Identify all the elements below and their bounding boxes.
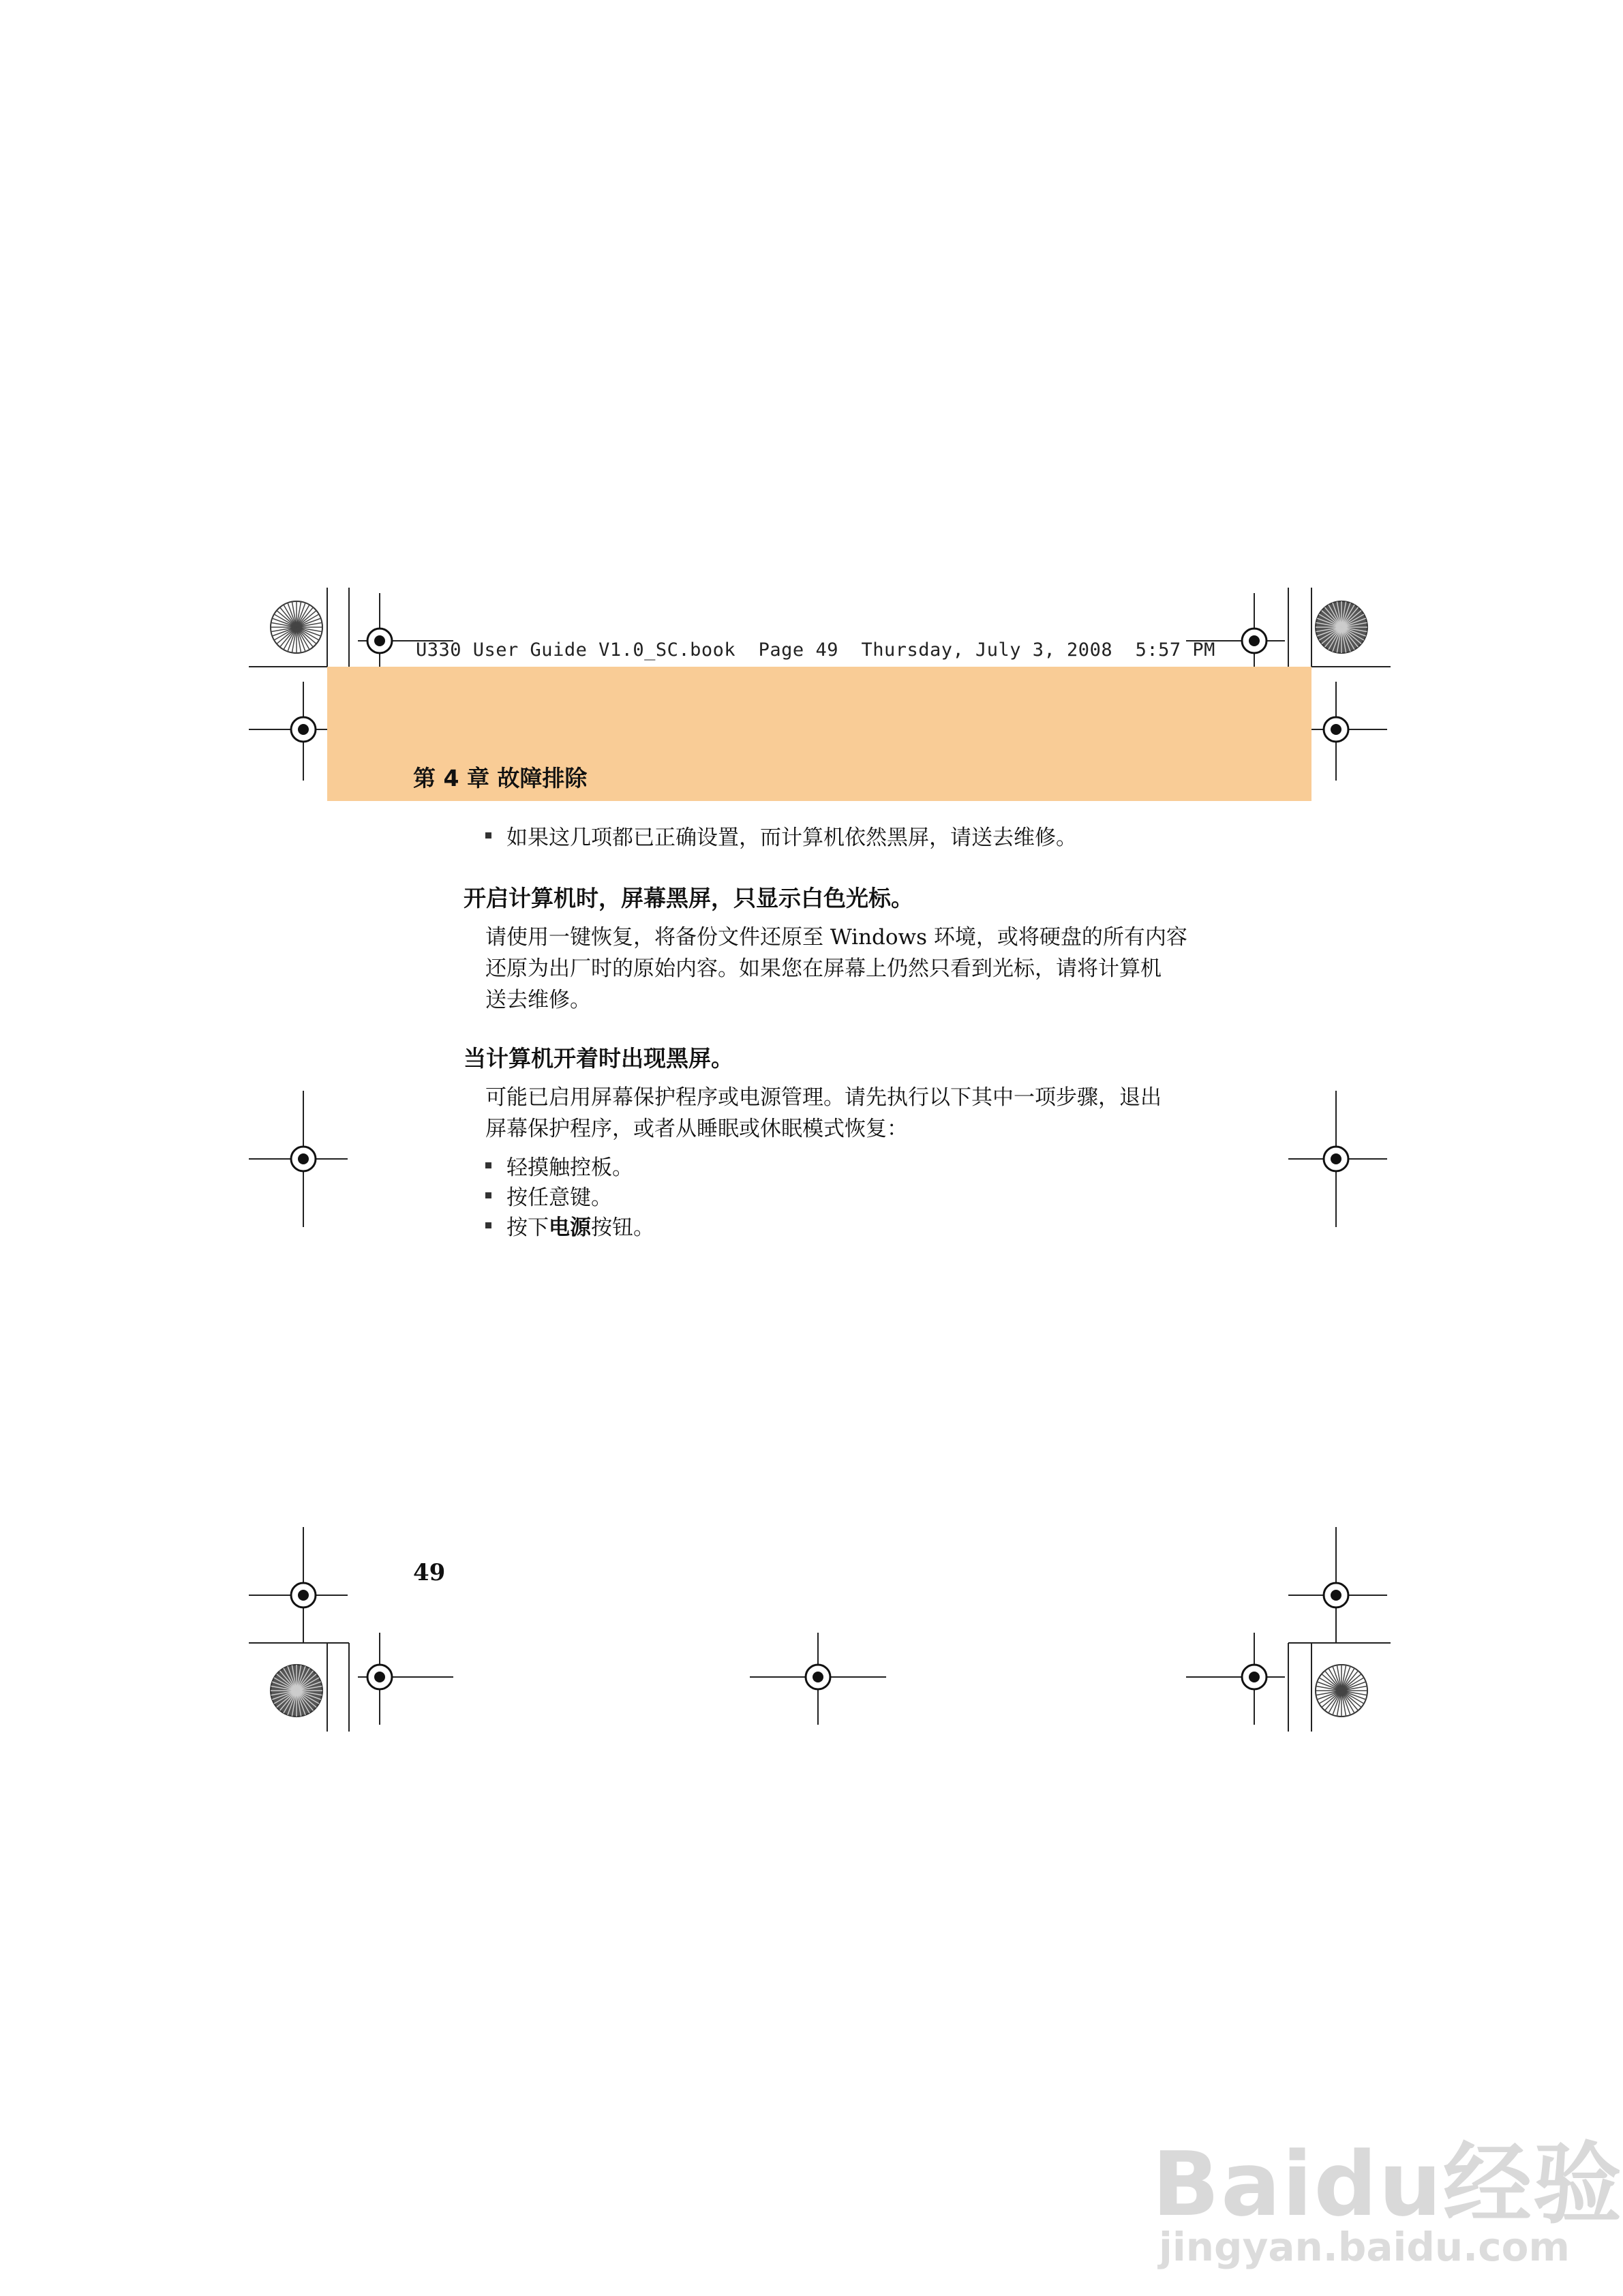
- print-slug: U330 User Guide V1.0_SC.book Page 49 Thursday, July 3, 2008 5:57 PM: [416, 639, 1215, 661]
- list-item: [485, 1150, 633, 1181]
- bullet-text: 按任意键。: [506, 1185, 612, 1210]
- bullet-icon: [485, 1222, 491, 1228]
- section-body-2: [485, 1082, 1208, 1145]
- watermark-logo: Baidu经验: [1152, 2132, 1623, 2236]
- bullet-text: 轻摸触控板。: [506, 1155, 633, 1180]
- bullet-icon: [485, 1192, 491, 1198]
- section-heading-2: 当计算机开着时出现黑屏。: [464, 1045, 733, 1072]
- bullet-text-suffix: 按钮。: [591, 1215, 654, 1240]
- star-target-icon: [1316, 1665, 1367, 1717]
- body-line: 送去维修。: [485, 988, 591, 1012]
- list-item: [485, 1210, 654, 1241]
- power-label: 电源: [549, 1215, 591, 1240]
- bullet-icon: [485, 1162, 491, 1168]
- bullet-text-prefix: 按下: [506, 1215, 549, 1240]
- bullet-icon: [485, 832, 491, 839]
- bullet-text: 如果这几项都已正确设置，而计算机依然黑屏，请送去维修。: [506, 826, 1077, 850]
- body-line: 屏幕保护程序，或者从睡眠或休眠模式恢复：: [485, 1117, 908, 1141]
- list-item: [485, 1180, 612, 1211]
- page-number: 49: [413, 1559, 446, 1586]
- star-target-icon: [271, 1665, 322, 1717]
- body-line: 还原为出厂时的原始内容。如果您在屏幕上仍然只看到光标，请将计算机: [485, 956, 1162, 981]
- section-body-1: [485, 922, 1208, 1016]
- body-line: 可能已启用屏幕保护程序或电源管理。请先执行以下其中一项步骤，退出: [485, 1085, 1162, 1110]
- star-target-icon: [271, 601, 322, 653]
- section-heading-1: 开启计算机时，屏幕黑屏，只显示白色光标。: [464, 885, 913, 911]
- star-target-icon: [1316, 601, 1367, 653]
- watermark-url: jingyan.baidu.com: [1159, 2224, 1570, 2270]
- chapter-title: 第 4 章 故障排除: [413, 765, 588, 791]
- list-item: [485, 820, 1077, 851]
- body-line: 请使用一键恢复，将备份文件还原至 Windows 环境，或将硬盘的所有内容: [485, 925, 1187, 950]
